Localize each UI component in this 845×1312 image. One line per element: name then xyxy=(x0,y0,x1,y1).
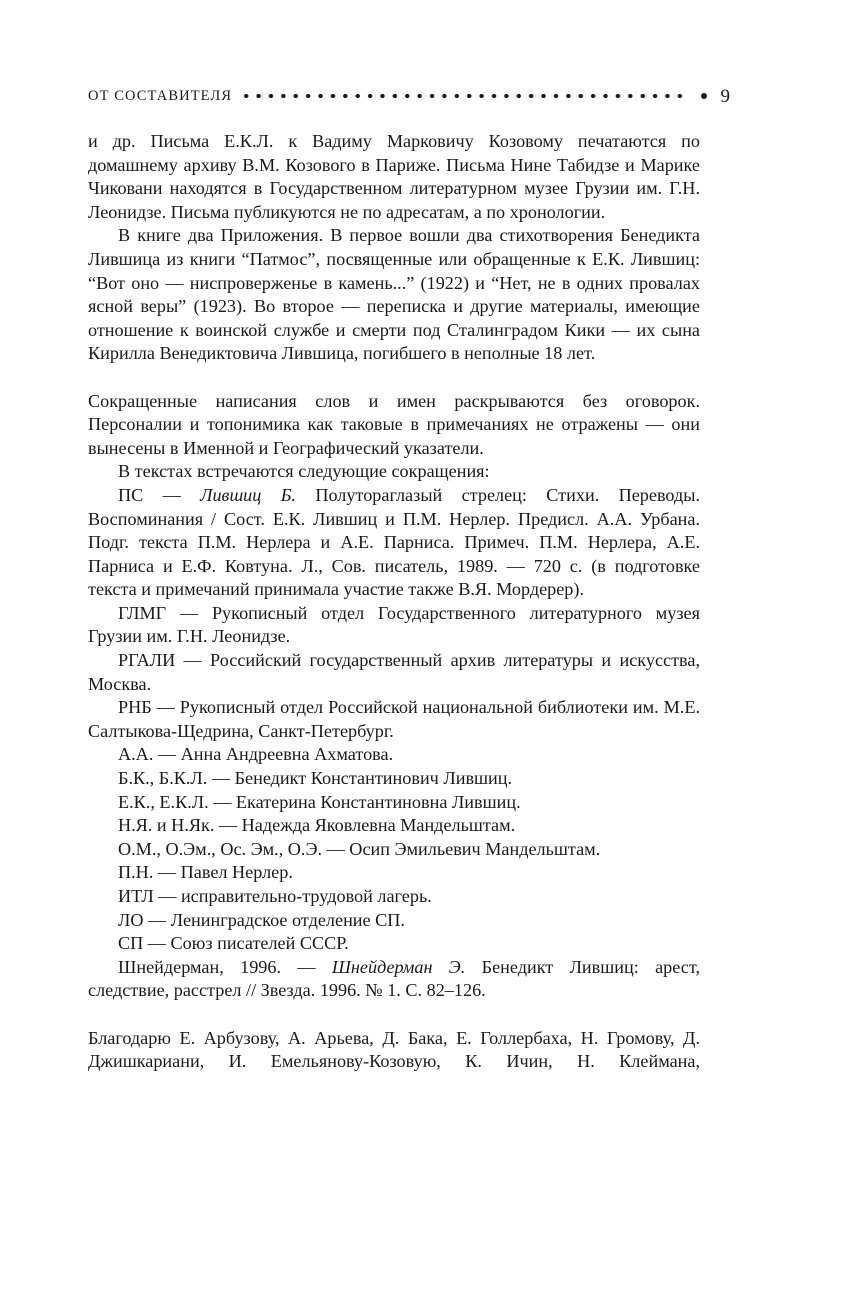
abbrev-aa: А.А. — Анна Андреевна Ахматова. xyxy=(118,744,394,765)
abbrev-itl: ИТЛ — исправительно-трудовой лагерь. xyxy=(118,886,432,906)
paragraph-abbreviations-intro: Сокращенные написания слов и имен раскрываются без оговорок. Персоналии и топонимика как таковые в примечаниях не отражены — они вынесены в Именной и Географический указатели. xyxy=(88,390,700,458)
abbrev-rnb: РНБ — Рукописный отдел Российской национальной библиотеки им. М.Е. Салтыкова-Щедрина, Санкт-Петербург. xyxy=(88,697,700,741)
abbrev-ps-rest: Полутораглазый стрелец: Стихи. Переводы. Воспоминания / Сост. Е.К. Лившиц и П.М. Нерлер. Предисл. А.А. Урбана. Подг. текста П.М. Нерлера и А.Е. Парниса. Примеч. П.М. Нерлера, А.Е. Парниса и Е.Ф. Ковтуна. Л., Сов. писатель, 1989. — 720 с. (в подготовке текста и примечаний принимала участие также В.Я. Мордерер). xyxy=(88,484,701,600)
abbrev-lo: ЛО — Ленинградское отделение СП. xyxy=(118,909,405,930)
abbrev-rgali: РГАЛИ — Российский государственный архив литературы и искусства, Москва. xyxy=(88,650,700,694)
abbrev-shn-author: Шнейдерман Э. xyxy=(331,956,466,977)
abbrev-ps-prefix: ПС — xyxy=(118,484,201,505)
section-gap xyxy=(88,366,700,390)
abbrev-shneiderman xyxy=(88,956,700,1003)
abbrev-shn-rest: Бенедикт Лившиц: арест, следствие, расстрел // Звезда. 1996. № 1. С. 82–126. xyxy=(88,956,700,1001)
abbrev-sp: СП — Союз писателей СССР. xyxy=(118,933,349,954)
running-head xyxy=(88,84,730,108)
page-number: 9 xyxy=(720,85,730,107)
abbrev-ek: Е.К., Е.К.Л. — Екатерина Константиновна Лившиц. xyxy=(118,791,521,812)
running-title: ОТ СОСТАВИТЕЛЯ xyxy=(88,87,233,104)
body-text xyxy=(88,130,700,1074)
abbrev-pn: П.Н. — Павел Нерлер. xyxy=(118,862,293,883)
section-gap xyxy=(88,1003,700,1027)
abbrev-glmg: ГЛМГ — Рукописный отдел Государственного литературного музея Грузии им. Г.Н. Леонидзе. xyxy=(88,602,700,647)
separator-dot xyxy=(701,93,707,99)
paragraph-acknowledgements: Благодарю Е. Арбузову, А. Арьева, Д. Бака, Е. Голлербаха, Н. Громову, Д. Джишкариани, И. Емельянову-Козовую, К. Ичин, Н. Клеймана, xyxy=(88,1027,700,1072)
paragraph-sources: и др. Письма Е.К.Л. к Вадиму Марковичу Козовому печатаются по домашнему архиву В.М. Козового в Париже. Письма Нине Табидзе и Марике Чиковани находятся в Государственном литературном музее Грузии им. Г.Н. Леонидзе. Письма публикуются не по адресатам, а по хронологии. xyxy=(88,131,700,222)
dot-leader xyxy=(240,93,686,99)
paragraph-abbreviations-lead: В текстах встречаются следующие сокращения: xyxy=(118,461,490,482)
abbrev-nya: Н.Я. и Н.Як. — Надежда Яковлевна Мандельштам. xyxy=(118,815,516,836)
abbrev-shn-prefix: Шнейдерман, 1996. — xyxy=(118,956,332,977)
abbrev-ps xyxy=(88,484,700,602)
abbrev-bk: Б.К., Б.К.Л. — Бенедикт Константинович Лившиц. xyxy=(118,768,513,789)
paragraph-appendices: В книге два Приложения. В первое вошли два стихотворения Бенедикта Лившица из книги “Патмос”, посвященные или обращенные к Е.К. Лившиц: “Вот оно — ниспроверженье в камень...” (1922) и “Нет, не в одних провалах ясной веры” (1923). Во второе — переписка и другие материалы, имеющие отношение к воинской службе и смерти под Сталинградом Кики — их сына Кирилла Венедиктовича Лившица, погибшего в неполные 18 лет. xyxy=(88,225,700,364)
abbrev-om: О.М., О.Эм., Ос. Эм., О.Э. — Осип Эмильевич Мандельштам. xyxy=(118,838,601,859)
abbrev-ps-author: Лившиц Б. xyxy=(200,484,296,505)
